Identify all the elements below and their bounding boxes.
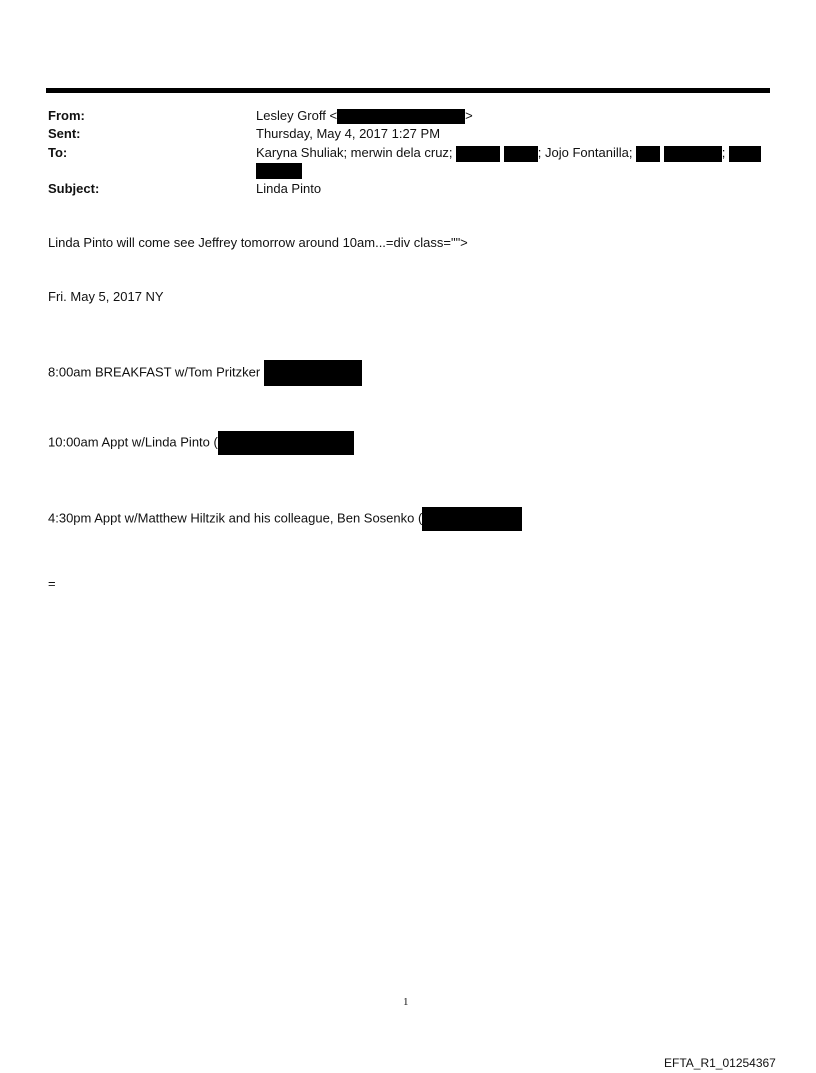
from-name: Lesley Groff <	[256, 108, 338, 123]
body-trailer: =	[48, 576, 56, 591]
sent-label: Sent:	[48, 126, 81, 141]
redaction-to-4	[664, 146, 722, 162]
subject-value: Linda Pinto	[256, 181, 322, 196]
redaction-item-1	[264, 360, 362, 386]
to-value	[256, 145, 761, 162]
schedule-item-2-text: 10:00am Appt w/Linda Pinto (	[48, 434, 218, 450]
redaction-to-1	[456, 146, 500, 162]
from-label: From:	[48, 108, 85, 123]
redaction-to-6	[256, 163, 302, 179]
bates-number: EFTA_R1_01254367	[664, 1056, 776, 1070]
to-label: To:	[48, 145, 68, 160]
redaction-item-2	[218, 431, 354, 455]
header-rule	[46, 88, 770, 93]
schedule-item-3-text: 4:30pm Appt w/Matthew Hiltzik and his colleague, Ben Sosenko (	[48, 510, 423, 526]
subject-label: Subject:	[48, 181, 100, 196]
redaction-to-5	[729, 146, 761, 162]
redaction-to-2	[504, 146, 538, 162]
page-number: 1	[403, 996, 409, 1008]
schedule-item-1	[48, 360, 362, 386]
redaction-from-email	[337, 109, 465, 124]
redaction-to-3	[636, 146, 660, 162]
from-value	[256, 108, 473, 124]
to-recipients-1: Karyna Shuliak; merwin dela cruz;	[256, 145, 453, 160]
to-recipients-3: ;	[721, 145, 726, 160]
schedule-item-3	[48, 507, 522, 531]
from-close: >	[465, 108, 473, 123]
sent-value: Thursday, May 4, 2017 1:27 PM	[256, 126, 441, 141]
body-date-line: Fri. May 5, 2017 NY	[48, 289, 164, 304]
redaction-item-3	[422, 507, 522, 531]
schedule-item-1-text: 8:00am BREAKFAST w/Tom Pritzker	[48, 364, 261, 380]
to-recipients-2: ; Jojo Fontanilla;	[537, 145, 633, 160]
schedule-item-2	[48, 431, 354, 455]
body-intro: Linda Pinto will come see Jeffrey tomorrow around 10am...=div class="">	[48, 235, 468, 250]
